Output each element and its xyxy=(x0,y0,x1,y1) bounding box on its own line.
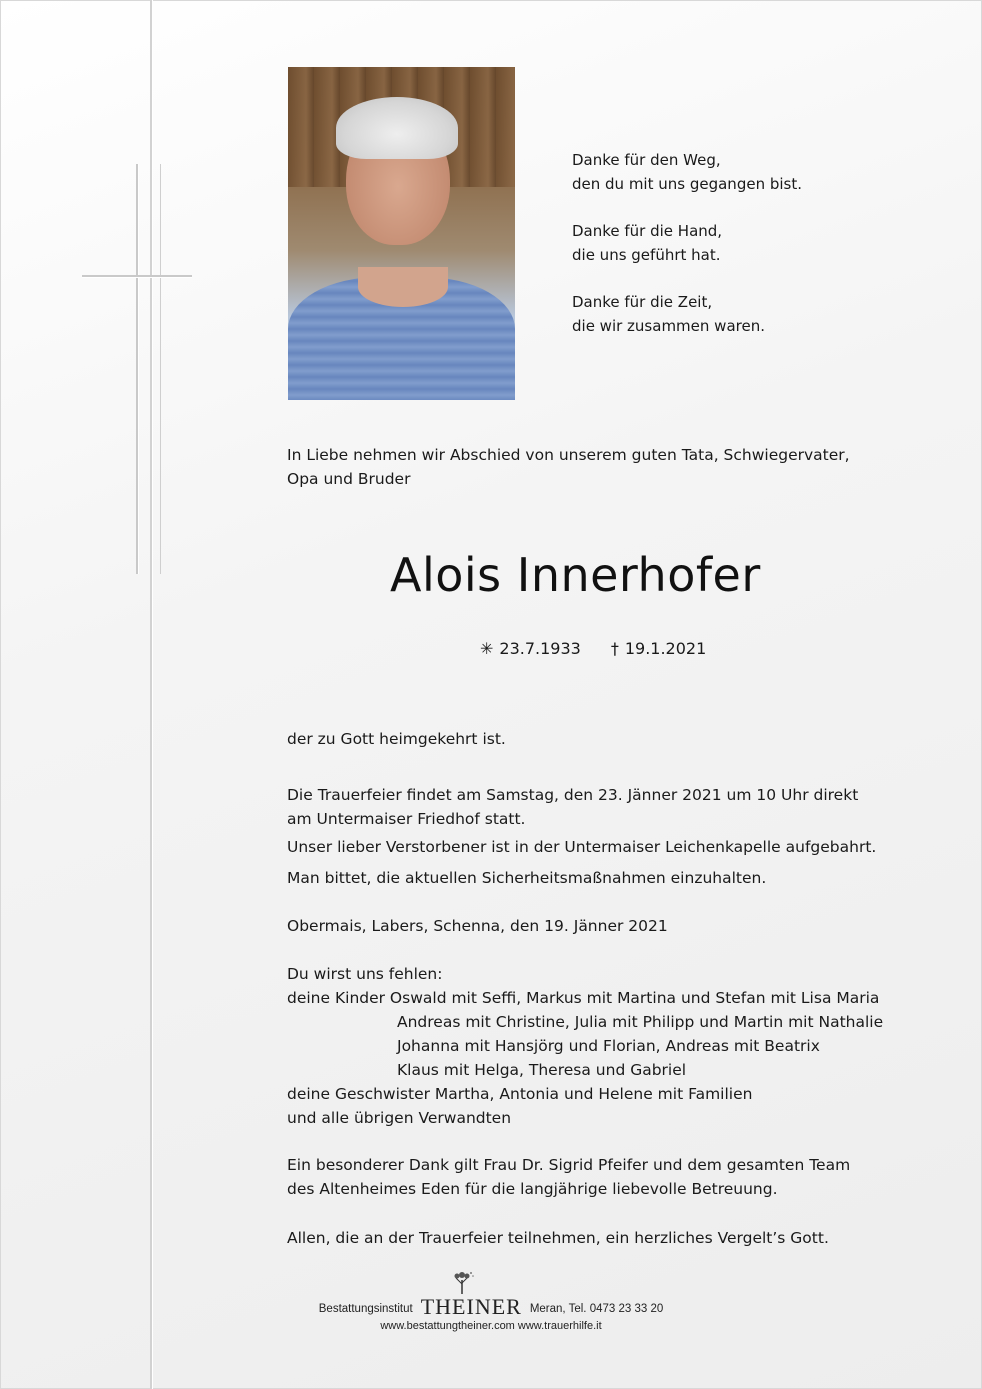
mourners-grandchildren-line: Johanna mit Hansjörg und Florian, Andreas mit Beatrix xyxy=(397,1037,820,1055)
place-date: Obermais, Labers, Schenna, den 19. Jänner 2021 xyxy=(287,917,668,935)
ceremony-line: Die Trauerfeier findet am Samstag, den 23. Jänner 2021 um 10 Uhr direkt xyxy=(287,786,859,804)
poem-line: die uns geführt hat. xyxy=(572,246,721,264)
thanks-text xyxy=(287,1153,850,1201)
poem-line: Danke für die Hand, xyxy=(572,222,723,240)
mourners-grandchildren-line: Andreas mit Christine, Julia mit Philipp und Martin mit Nathalie xyxy=(397,1013,884,1031)
safety-text: Man bittet, die aktuellen Sicherheitsmaßnahmen einzuhalten. xyxy=(287,869,767,887)
poem-stanza xyxy=(572,219,802,267)
mourners-relatives: und alle übrigen Verwandten xyxy=(287,1109,512,1127)
tree-logo-icon xyxy=(449,1270,475,1294)
footer-brand xyxy=(421,1296,522,1318)
thanks-line: Ein besonderer Dank gilt Frau Dr. Sigrid Pfeifer und dem gesamten Team xyxy=(287,1156,851,1174)
intro-text xyxy=(287,443,927,491)
footer-row xyxy=(0,1296,982,1318)
photo-hair xyxy=(336,97,458,159)
deceased-name: Alois Innerhofer xyxy=(390,548,761,602)
footer-label: Bestattungsinstitut xyxy=(318,1303,413,1315)
funeral-home-footer xyxy=(0,1296,982,1332)
poem xyxy=(572,148,802,361)
poem-line: Danke für den Weg, xyxy=(572,151,721,169)
cross-vertical-bar-shadow xyxy=(160,164,161,574)
intro-line: Opa und Bruder xyxy=(287,470,411,488)
life-dates xyxy=(480,639,712,658)
poem-line: den du mit uns gegangen bist. xyxy=(572,175,802,193)
ceremony-text xyxy=(287,783,927,831)
mourners-grandchildren-line: Klaus mit Helga, Theresa und Gabriel xyxy=(397,1061,687,1079)
mourners-intro: Du wirst uns fehlen: xyxy=(287,965,443,983)
portrait-photo xyxy=(288,67,515,400)
poem-line: Danke für die Zeit, xyxy=(572,293,713,311)
mourners-siblings: deine Geschwister Martha, Antonia und Helene mit Familien xyxy=(287,1085,753,1103)
cross-horizontal-bar xyxy=(82,275,192,277)
closing-text xyxy=(287,1226,829,1250)
closing-line: Allen, die an der Trauerfeier teilnehmen, ein herzliches Vergelt’s Gott. xyxy=(287,1229,829,1247)
ceremony-line: am Untermaiser Friedhof statt. xyxy=(287,810,526,828)
returned-text: der zu Gott heimgekehrt ist. xyxy=(287,730,506,748)
cross-stem-line xyxy=(150,0,152,1389)
cross-vertical-bar xyxy=(136,164,138,574)
birth-date: 23.7.1933 xyxy=(499,639,581,658)
photo-neck xyxy=(358,267,448,307)
footer-contact: Meran, Tel. 0473 23 33 20 xyxy=(529,1303,664,1315)
death-cross-icon: † xyxy=(610,639,619,658)
mourners-list xyxy=(287,962,883,1130)
death-date: 19.1.2021 xyxy=(624,639,707,658)
laid-out-text: Unser lieber Verstorbener ist in der Untermaiser Leichenkapelle aufgebahrt. xyxy=(287,838,877,856)
poem-stanza xyxy=(572,148,802,196)
footer-brand-name: THEINER xyxy=(420,1294,522,1319)
poem-line: die wir zusammen waren. xyxy=(572,317,765,335)
mourners-children: deine Kinder Oswald mit Seffi, Markus mit Martina und Stefan mit Lisa Maria xyxy=(287,989,880,1007)
thanks-line: des Altenheimes Eden für die langjährige liebevolle Betreuung. xyxy=(287,1180,778,1198)
birth-star-icon: ✳ xyxy=(480,639,494,658)
intro-line: In Liebe nehmen wir Abschied von unserem guten Tata, Schwiegervater, xyxy=(287,446,850,464)
footer-websites[interactable]: www.bestattungtheiner.com www.trauerhilfe.it xyxy=(380,1320,602,1332)
poem-stanza xyxy=(572,290,802,338)
